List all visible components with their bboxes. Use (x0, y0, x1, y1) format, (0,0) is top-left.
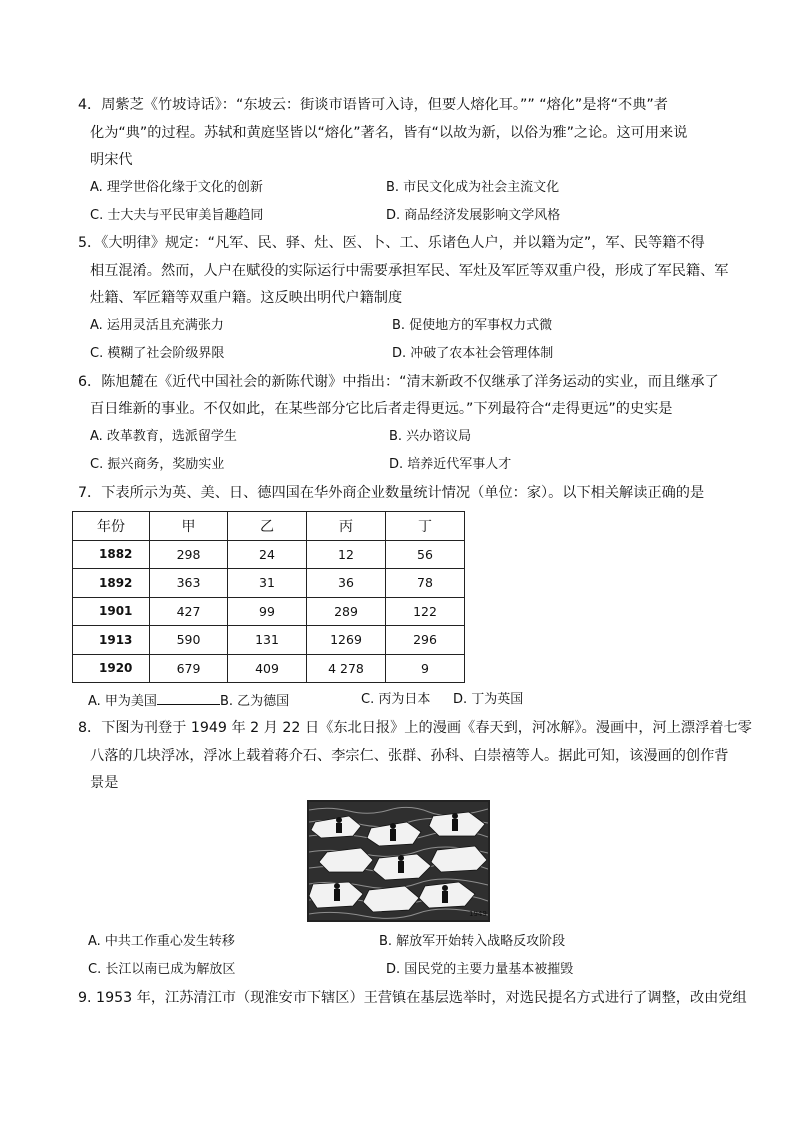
table-row (73, 654, 465, 683)
table-cell: 427 (150, 597, 228, 626)
table-row (73, 540, 465, 569)
q4-option-c: C. 士大夫与平民审美旨趣趋同 (90, 208, 264, 223)
table-header-row (73, 512, 465, 541)
table-cell: 1269 (307, 626, 386, 655)
table-cell: 1882 (73, 540, 150, 569)
q5-option-c: C. 模糊了社会阶级界限 (90, 346, 225, 361)
table-header: 丙 (307, 512, 386, 541)
table-cell: 9 (386, 654, 465, 683)
q4-line-1: 4．周紫芝《竹坡诗话》：“东坡云：街谈市语皆可入诗，但要人熔化耳。”” “熔化”是将“不典”者 (78, 97, 668, 113)
q8-line-2: 八落的几块浮冰，浮冰上载着蒋介石、李宗仁、张群、孙科、白崇禧等人。据此可知，该漫画的创作背 (90, 748, 729, 764)
table-cell: 56 (386, 540, 465, 569)
q5-line-1: 5．《大明律》规定：“凡军、民、驿、灶、医、卜、工、乐诸色人户，并以籍为定”，军、民等籍不得 (78, 235, 705, 251)
q4-option-a: A. 理学世俗化缘于文化的创新 (90, 180, 263, 195)
table-cell: 31 (228, 569, 307, 598)
table-cell: 289 (307, 597, 386, 626)
table-header: 丁 (386, 512, 465, 541)
q4-line-2: 化为“典”的过程。苏轼和黄庭坚皆以“熔化”著名，皆有“以故为新，以俗为雅”之论。这可用来说 (90, 125, 688, 141)
q6-line-1: 6．陈旭麓在《近代中国社会的新陈代谢》中指出：“清末新政不仅继承了洋务运动的实业，而且继承了 (78, 374, 719, 390)
table-cell: 363 (150, 569, 228, 598)
table-cell: 1913 (73, 626, 150, 655)
q4-option-b: B. 市民文化成为社会主流文化 (386, 180, 560, 195)
q6-option-d: D. 培养近代军事人才 (389, 457, 512, 472)
table-cell: 122 (386, 597, 465, 626)
q6-option-a: A. 改革教育，选派留学生 (90, 429, 237, 444)
q5-option-a: A. 运用灵活且充满张力 (90, 318, 224, 333)
table-cell: 36 (307, 569, 386, 598)
q4-option-d: D. 商品经济发展影响文学风格 (386, 208, 561, 223)
table-cell: 590 (150, 626, 228, 655)
q9-line: 9. 1953 年，江苏清江市（现淮安市下辖区）王营镇在基层选举时，对选民提名方式进行了调整，改由党组 (78, 990, 747, 1006)
q7-option-a: A. 甲为美国 (88, 694, 157, 709)
q7-option-b: B. 乙为德国 (219, 694, 290, 709)
q4-line-3: 明宋代 (90, 152, 133, 168)
table-cell: 409 (228, 654, 307, 683)
cartoon-signature: 1949 (469, 910, 487, 918)
q7-option-a-wrap (88, 690, 289, 712)
table-header: 乙 (228, 512, 307, 541)
q6-line-2: 百日维新的事业。不仅如此，在某些部分它比后者走得更远。”下列最符合“走得更远”的史实是 (90, 401, 673, 417)
q6-option-b: B. 兴办谘议局 (389, 429, 472, 444)
table-cell: 679 (150, 654, 228, 683)
table-cell: 131 (228, 626, 307, 655)
table-cell: 4 278 (307, 654, 386, 683)
table-cell: 24 (228, 540, 307, 569)
q5-option-b: B. 促使地方的军事权力式微 (392, 318, 553, 333)
foreign-enterprise-table (72, 511, 465, 683)
table-row (73, 597, 465, 626)
table-cell: 296 (386, 626, 465, 655)
q7-option-c: C. 丙为日本 (361, 692, 431, 707)
q8-option-d: D. 国民党的主要力量基本被摧毁 (386, 962, 574, 977)
table-cell: 1901 (73, 597, 150, 626)
table-row (73, 626, 465, 655)
q5-line-3: 灶籍、军匠籍等双重户籍。这反映出明代户籍制度 (90, 290, 403, 306)
q5-option-d: D. 冲破了农本社会管理体制 (392, 346, 554, 361)
table-cell: 1920 (73, 654, 150, 683)
table-header: 甲 (150, 512, 228, 541)
cartoon-drawing (309, 802, 488, 920)
q7-option-d: D. 丁为英国 (453, 692, 524, 707)
q6-option-c: C. 振兴商务，奖励实业 (90, 457, 225, 472)
table-cell: 1892 (73, 569, 150, 598)
q5-line-2: 相互混淆。然而，人户在赋役的实际运行中需要承担军民、军灶及军匠等双重户役，形成了军民籍、军 (90, 263, 729, 279)
table-cell: 78 (386, 569, 465, 598)
table-header: 年份 (73, 512, 150, 541)
q8-option-a: A. 中共工作重心发生转移 (88, 934, 235, 949)
q8-option-c: C. 长江以南已成为解放区 (88, 962, 236, 977)
table-cell: 12 (307, 540, 386, 569)
table-cell: 99 (228, 597, 307, 626)
q8-option-b: B. 解放军开始转入战略反攻阶段 (379, 934, 566, 949)
table-cell: 298 (150, 540, 228, 569)
q7-line: 7．下表所示为英、美、日、德四国在华外商企业数量统计情况（单位：家）。以下相关解读正确的是 (78, 485, 705, 501)
answer-blank (157, 690, 220, 705)
table-row (73, 569, 465, 598)
cartoon-image (307, 800, 490, 922)
q8-line-3: 景是 (90, 775, 119, 791)
q8-line-1: 8．下图为刊登于 1949 年 2 月 22 日《东北日报》上的漫画《春天到，河冰解》。漫画中，河上漂浮着七零 (78, 720, 752, 736)
